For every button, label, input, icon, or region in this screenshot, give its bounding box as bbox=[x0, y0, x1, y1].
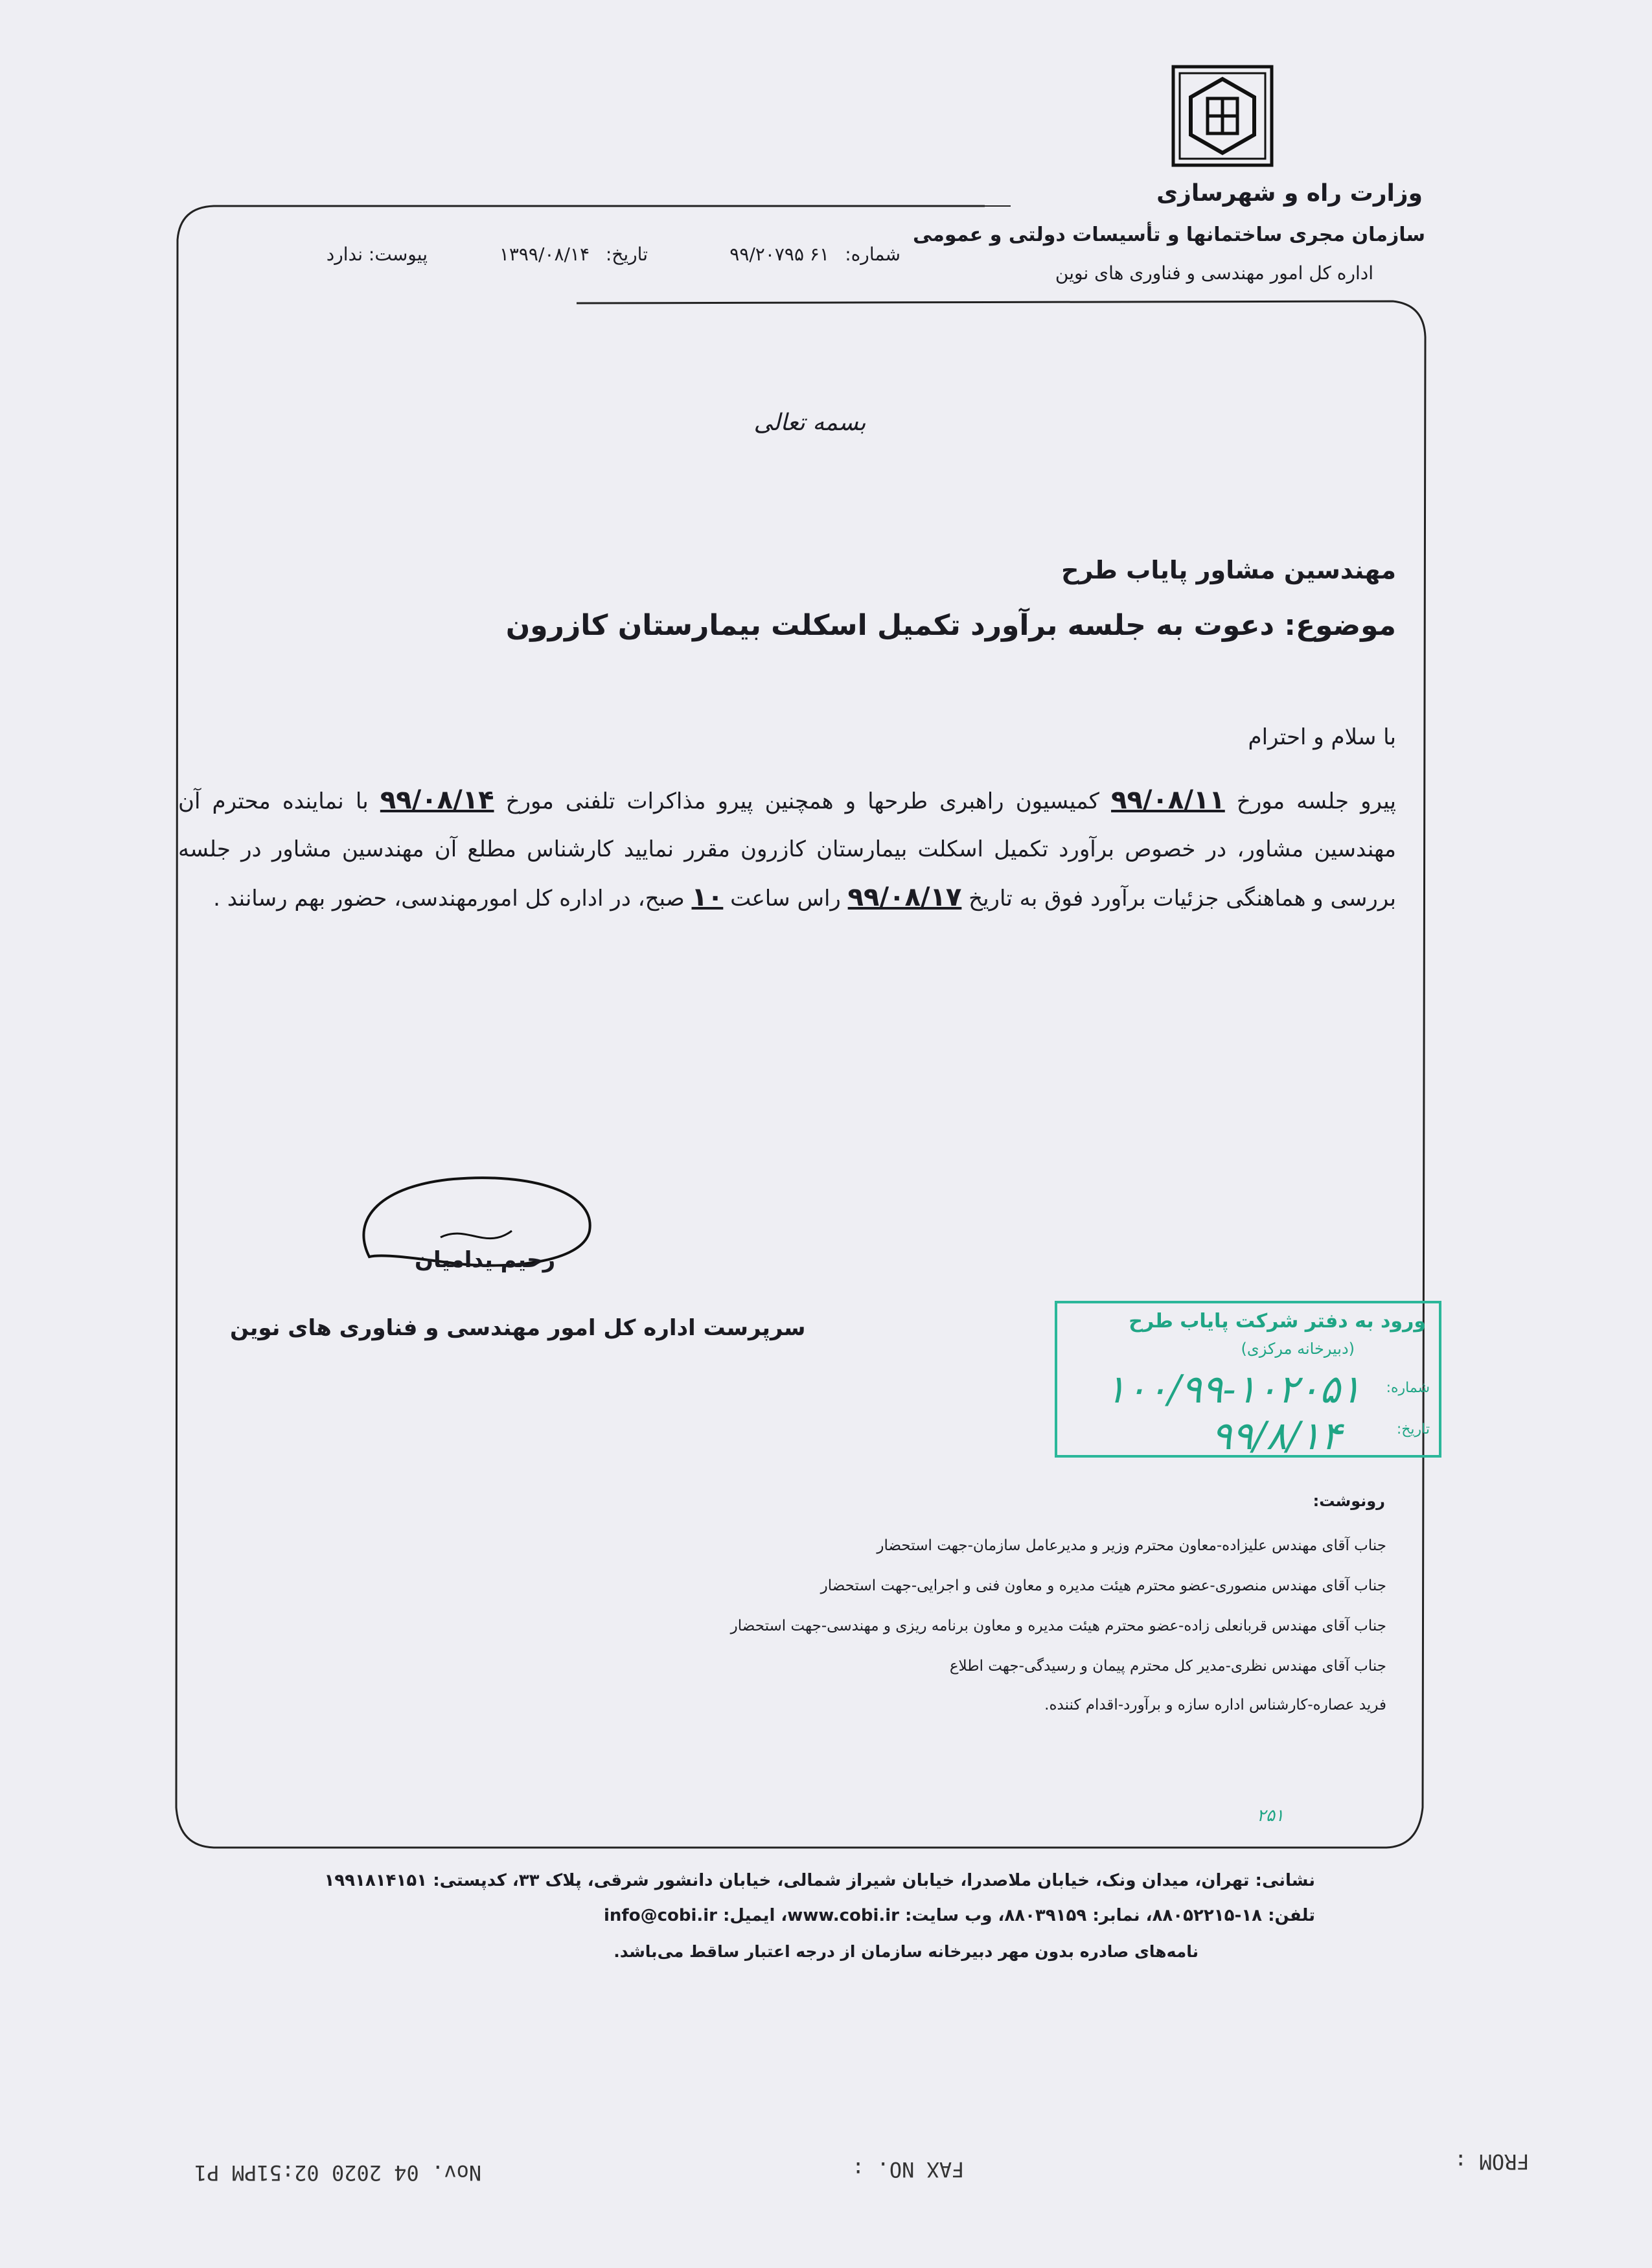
department-name: اداره کل امور مهندسی و فناوری های نوین bbox=[1055, 262, 1373, 284]
fax-number: FAX NO. : bbox=[852, 2157, 965, 2182]
body-text: پیرو جلسه مورخ bbox=[1224, 788, 1397, 814]
session-date: ۹۹/۰۸/۱۷ bbox=[847, 882, 962, 912]
cc-title: رونوشت: bbox=[1313, 1492, 1385, 1510]
stamp-title: ورود به دفتر شرکت پایاب طرح bbox=[1129, 1310, 1426, 1333]
letter-body bbox=[178, 776, 1396, 922]
body-text: با نماینده محترم آن مهندسین مشاور، در خصوص برآورد تکمیل اسکلت بیمارستان کازرون مقرر نمایید کارشناس مطلع آن مهندسین مشاور در جلسه بررسی و هماهنگی جزئیات برآورد فوق به تاریخ bbox=[178, 788, 1396, 911]
fax-from: FROM : bbox=[1454, 2149, 1530, 2174]
date-value: ۱۳۹۹/۰۸/۱۴ bbox=[499, 244, 590, 265]
body-text: صبح، در اداره کل امورمهندسی، حضور بهم رسانند . bbox=[213, 886, 692, 911]
received-stamp bbox=[1055, 1301, 1441, 1458]
ministry-logo bbox=[1171, 65, 1274, 167]
date-label: تاریخ: bbox=[605, 244, 648, 265]
greeting: با سلام و احترام bbox=[1248, 724, 1396, 750]
cc-item: جناب آقای مهندس علیزاده-معاون محترم وزیر و مدیرعامل سازمان-جهت استحضار bbox=[877, 1537, 1386, 1554]
attachment-value: ندارد bbox=[326, 244, 363, 265]
stamp-number-label: شماره: bbox=[1386, 1380, 1430, 1396]
cc-item: جناب آقای مهندس نظری-مدیر کل محترم پیمان و رسیدگی-جهت اطلاع bbox=[949, 1658, 1386, 1675]
cc-item: جناب آقای مهندس قربانعلی زاده-عضو محترم هیئت مدیره و معاون برنامه ریزی و مهندسی-جهت استحضار bbox=[730, 1618, 1386, 1634]
stamp-date-label: تاریخ: bbox=[1396, 1421, 1430, 1438]
body-text: راس ساعت bbox=[723, 886, 848, 911]
page-mark: ۲۵۱ bbox=[1257, 1806, 1284, 1826]
subject: موضوع: دعوت به جلسه برآورد تکمیل اسکلت بیمارستان کازرون bbox=[505, 609, 1396, 642]
organization-name: سازمان مجری ساختمانها و تأسیسات دولتی و عمومی bbox=[912, 223, 1425, 246]
stamp-number-value: ۱۰۰/۹۹-۱۰۲۰۵۱ bbox=[1105, 1367, 1361, 1412]
signer-name: رحیم یدامیان bbox=[415, 1247, 556, 1273]
number-label: شماره: bbox=[845, 244, 901, 265]
attachment-label: پیوست: bbox=[368, 244, 428, 265]
stamp-subtitle: (دبیرخانه مرکزی) bbox=[1241, 1340, 1355, 1358]
call-date: ۹۹/۰۸/۱۴ bbox=[380, 785, 494, 815]
cc-item: فرید عصاره-کارشناس اداره سازه و برآورد-اقدام کننده. bbox=[1044, 1697, 1386, 1713]
fax-datetime: Nov. 04 2020 02:51PM P1 bbox=[194, 2160, 482, 2185]
footer-note: نامه‌های صادره بدون مهر دبیرخانه سازمان از درجه اعتبار ساقط می‌باشد. bbox=[614, 1942, 1199, 1961]
body-text: کمیسیون راهبری طرحها و همچنین پیرو مذاکرات تلفنی مورخ bbox=[494, 788, 1112, 814]
signer-title: سرپرست اداره کل امور مهندسی و فناوری های نوین bbox=[230, 1315, 806, 1341]
recipient: مهندسین مشاور پایاب طرح bbox=[1061, 556, 1396, 584]
session-hour: ۱۰ bbox=[691, 882, 724, 912]
footer-address: نشانی: تهران، میدان ونک، خیابان ملاصدرا، خیابان شیراز شمالی، خیابان دانشور شرقی، پلاک ۳۳، کدپستی: ۱۹۹۱۸۱۴۱۵۱ bbox=[324, 1871, 1315, 1890]
footer-contact: تلفن: ۱۸-۸۸۰۵۲۲۱۵، نمابر: ۸۸۰۳۹۱۵۹، وب سایت: www.cobi.ir، ایمیل: info@cobi.ir bbox=[603, 1906, 1315, 1925]
basmala: بسمه تعالی bbox=[753, 409, 866, 436]
cc-item: جناب آقای مهندس منصوری-عضو محترم هیئت مدیره و معاون فنی و اجرایی-جهت استحضار bbox=[820, 1577, 1386, 1594]
letter-meta bbox=[188, 244, 901, 276]
ministry-name: وزارت راه و شهرسازی bbox=[1156, 180, 1423, 207]
stamp-date-value: ۹۹/۸/۱۴ bbox=[1211, 1414, 1342, 1459]
number-value: ۶۱ ۹۹/۲۰۷۹۵ bbox=[729, 244, 829, 265]
meeting-date: ۹۹/۰۸/۱۱ bbox=[1111, 785, 1225, 815]
